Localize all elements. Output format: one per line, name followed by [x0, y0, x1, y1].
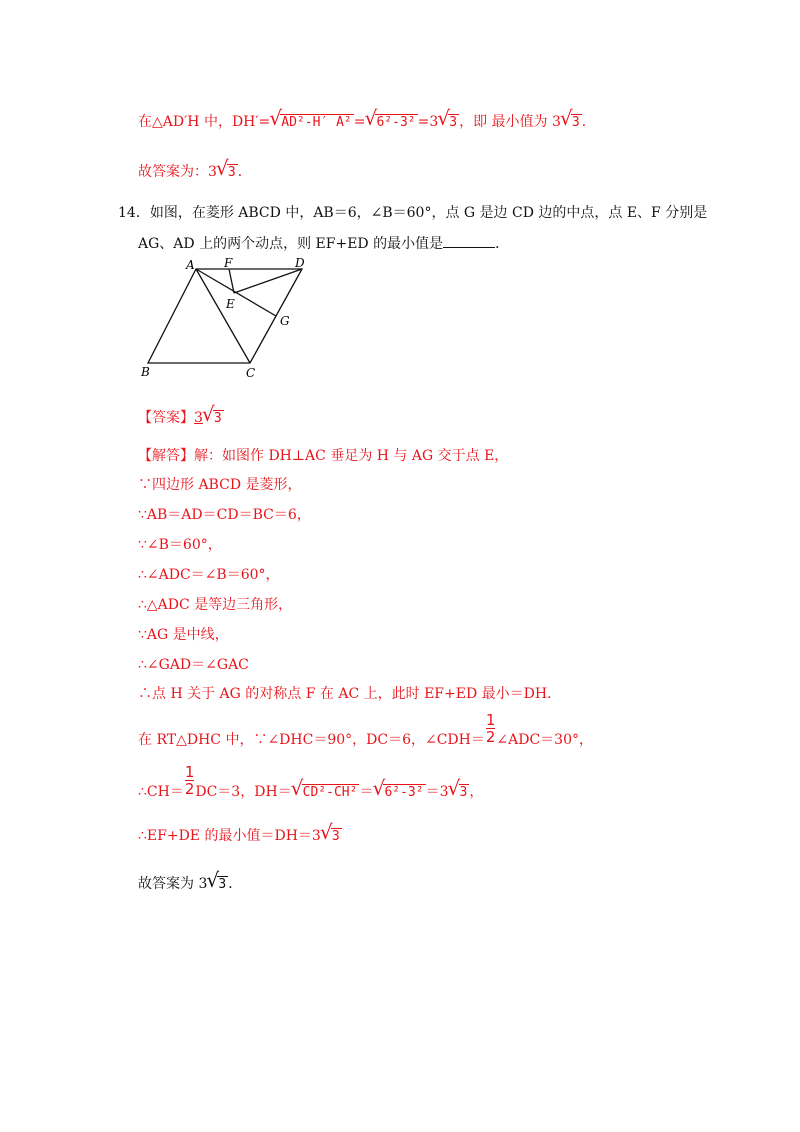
fraction-half — [486, 712, 496, 745]
solution-text: ∴EF+DE 的最小值＝DH＝3 — [138, 828, 321, 844]
prev-answer-text: 故答案为：3 — [138, 164, 217, 180]
question-number: 14． — [118, 205, 150, 221]
radical: √ 3 — [217, 876, 228, 893]
prev-text: 在△AD′H 中，DH′= — [138, 114, 271, 130]
solution-step: ∵AG 是中线， — [138, 627, 229, 643]
question-line-1 — [118, 203, 707, 223]
solution-text: ∠ADC＝30°， — [496, 732, 593, 748]
solution-intro — [138, 446, 508, 466]
solution-min-line — [138, 826, 342, 846]
question-line-2 — [138, 233, 509, 254]
solution-text: ＝3 — [425, 784, 449, 800]
label-B: B — [141, 365, 150, 379]
fraction-numerator: 1 — [184, 762, 195, 781]
radical: √ 3 — [571, 114, 582, 131]
fraction-denominator: 2 — [184, 779, 195, 798]
answer-line — [138, 408, 224, 428]
radical: √ 6²-3² — [375, 114, 417, 131]
fraction-half — [185, 764, 195, 797]
solution-step-rt — [138, 710, 593, 750]
radical: √ 3 — [213, 410, 224, 427]
solution-text: DC＝3，DH＝ — [195, 784, 292, 800]
label-E: E — [226, 297, 235, 311]
solution-step: ∴点 H 关于 AG 的对称点 F 在 AC 上，此时 EF+ED 最小＝DH． — [138, 686, 562, 702]
question-text: 如图，在菱形 ABCD 中，AB＝6，∠B＝60°，点 G 是边 CD 边的中点，点 E、F 分别是 — [149, 205, 708, 221]
rhombus-figure — [138, 255, 318, 385]
solution-step: ∴∠ADC＝∠B＝60°， — [138, 567, 280, 583]
radical: √ 6²-3² — [383, 784, 425, 801]
prev-text: ． — [581, 114, 596, 130]
solution-text: ∴CH＝ — [138, 784, 184, 800]
solution-step: ∴∠GAD＝∠GAC — [138, 657, 249, 673]
radical: √ 3 — [448, 114, 459, 131]
label-D: D — [295, 256, 305, 270]
label-A: A — [186, 258, 195, 272]
label-G: G — [280, 314, 290, 328]
solution-text: 在 RT△DHC 中，∵∠DHC＝90°，DC＝6，∠CDH＝ — [138, 732, 485, 748]
fraction-numerator: 1 — [485, 710, 496, 729]
solution-text: ， — [469, 784, 484, 800]
question-text: AG、AD 上的两个动点，则 EF+ED 的最小值是 — [138, 236, 444, 252]
diagonal-AC — [196, 269, 250, 363]
label-F: F — [224, 256, 233, 270]
solution-step: ∵AB＝AD＝CD＝BC＝6， — [138, 507, 311, 523]
answer-value: 3 — [194, 410, 203, 426]
eq-sign: = — [353, 114, 366, 130]
radical: √ 3 — [459, 784, 470, 801]
solution-step: ∵四边形 ABCD 是菱形， — [138, 477, 302, 493]
radical: √ 3 — [227, 164, 238, 181]
rhombus-outline — [148, 269, 302, 363]
final-answer-line — [138, 874, 242, 894]
solution-text: 解：如图作 DH⊥AC 垂足为 H 与 AG 交于点 E， — [194, 448, 509, 464]
prev-text: ，即 最小值为 3 — [459, 114, 561, 130]
radical: √ CD²-CH² — [302, 784, 360, 801]
solution-label: 【解答】 — [138, 448, 194, 464]
solution-step: ∴△ADC 是等边三角形， — [138, 597, 293, 613]
prev-answer-text: ． — [237, 164, 252, 180]
answer-label: 【答案】 — [138, 410, 194, 426]
eq-sign: ＝ — [359, 784, 374, 800]
prev-answer-line — [138, 162, 252, 182]
radical: √ 3 — [331, 828, 342, 845]
label-C: C — [246, 366, 256, 380]
answer-blank — [443, 233, 495, 248]
solution-step-ch — [138, 762, 484, 802]
final-answer-text: ． — [228, 876, 243, 892]
prev-solution-line — [138, 112, 596, 132]
prev-text: =3 — [417, 114, 439, 130]
final-answer-text: 故答案为 3 — [138, 876, 208, 892]
fraction-denominator: 2 — [485, 727, 496, 746]
segment-DE — [234, 269, 302, 293]
question-text: ． — [495, 236, 510, 252]
radical: √ AD²-H′ A² — [280, 114, 353, 131]
solution-step: ∵∠B＝60°， — [138, 537, 222, 553]
